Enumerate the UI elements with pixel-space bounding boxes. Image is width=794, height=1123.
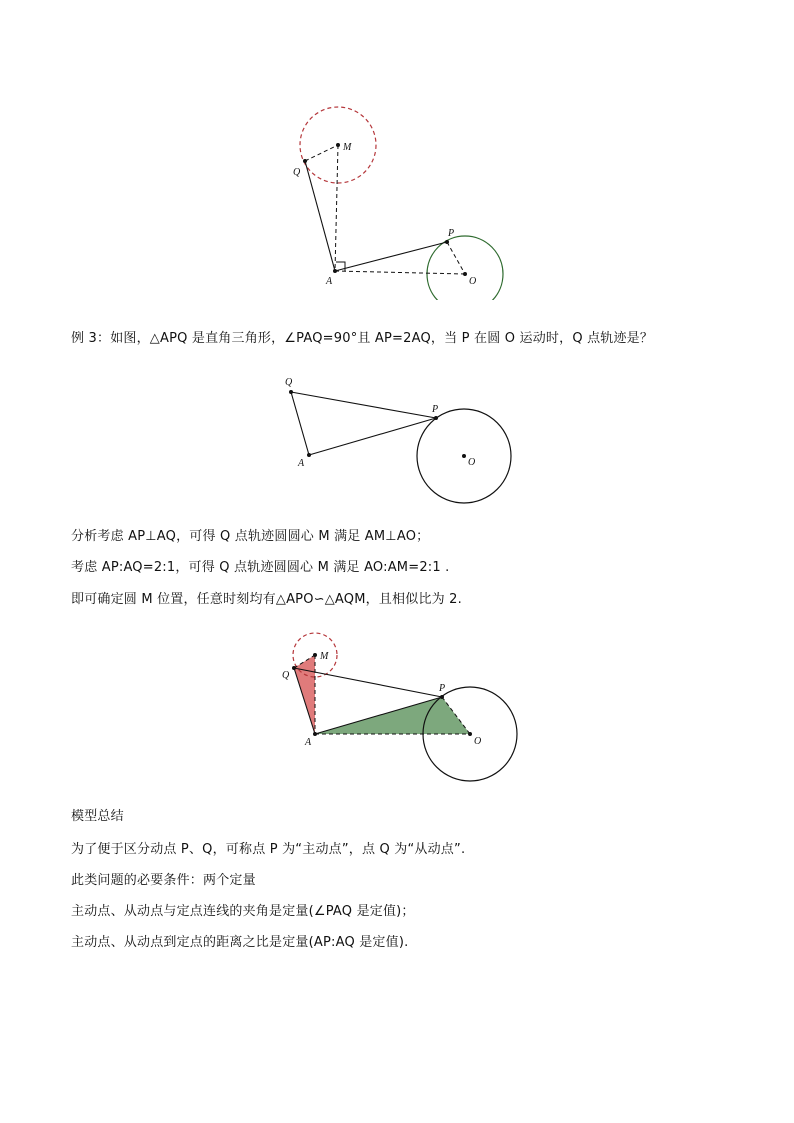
segment-qp	[291, 392, 439, 418]
point-m	[313, 653, 317, 657]
point-q	[289, 390, 293, 394]
point-o	[468, 732, 472, 736]
segment-am	[335, 145, 338, 271]
label-m: M	[343, 142, 352, 153]
analysis-line-3: 即可确定圆 M 位置，任意时刻均有△APO∽△AQM，且相似比为 2.	[71, 592, 462, 607]
summary-line-2: 此类问题的必要条件：两个定量	[71, 873, 256, 888]
point-p	[434, 416, 438, 420]
point-m	[336, 143, 340, 147]
label-o: O	[468, 457, 476, 468]
segment-qm	[305, 145, 338, 161]
summary-line-1: 为了便于区分动点 P、Q，可称点 P 为“主动点”，点 Q 为“从动点”.	[71, 842, 466, 857]
summary-line-4: 主动点、从动点到定点的距离之比是定量(AP:AQ 是定值).	[71, 935, 409, 950]
triangle-aqm-fill	[294, 655, 315, 734]
point-q	[303, 159, 307, 163]
label-p: P	[448, 228, 455, 239]
summary-line-3: 主动点、从动点与定点连线的夹角是定量(∠PAQ 是定值)；	[71, 904, 415, 919]
label-p: P	[432, 404, 439, 415]
segment-ap	[335, 242, 447, 271]
label-q: Q	[282, 670, 290, 681]
circle-o	[427, 236, 503, 300]
segment-qp	[294, 668, 442, 697]
label-m: M	[320, 651, 329, 662]
label-a: A	[326, 276, 333, 287]
segment-qa	[305, 161, 335, 271]
segment-qa	[291, 392, 309, 455]
label-q: Q	[285, 377, 293, 388]
point-q	[292, 666, 296, 670]
label-a: A	[305, 737, 312, 748]
label-o: O	[474, 736, 482, 747]
figure-1-diagram	[270, 100, 520, 300]
point-a	[313, 732, 317, 736]
figure-3-diagram	[270, 628, 530, 788]
label-a: A	[298, 458, 305, 469]
figure-2-diagram	[270, 370, 530, 510]
point-o	[463, 272, 467, 276]
point-p	[440, 695, 444, 699]
example-question: 例 3：如图，△APQ 是直角三角形，∠PAQ=90°且 AP=2AQ，当 P 在圆 O 运动时，Q 点轨迹是？	[71, 331, 654, 346]
label-q: Q	[293, 167, 301, 178]
label-o: O	[469, 276, 477, 287]
point-o	[462, 454, 466, 458]
point-p	[445, 240, 449, 244]
analysis-line-2: 考虑 AP:AQ=2:1，可得 Q 点轨迹圆圆心 M 满足 AO:AM=2:1 .	[71, 560, 450, 575]
summary-title: 模型总结	[71, 809, 124, 824]
point-a	[307, 453, 311, 457]
point-a	[333, 269, 337, 273]
segment-ao	[335, 271, 465, 274]
analysis-line-1: 分析考虑 AP⊥AQ，可得 Q 点轨迹圆圆心 M 满足 AM⊥AO；	[71, 529, 430, 544]
label-p: P	[439, 683, 446, 694]
segment-po	[447, 242, 465, 274]
